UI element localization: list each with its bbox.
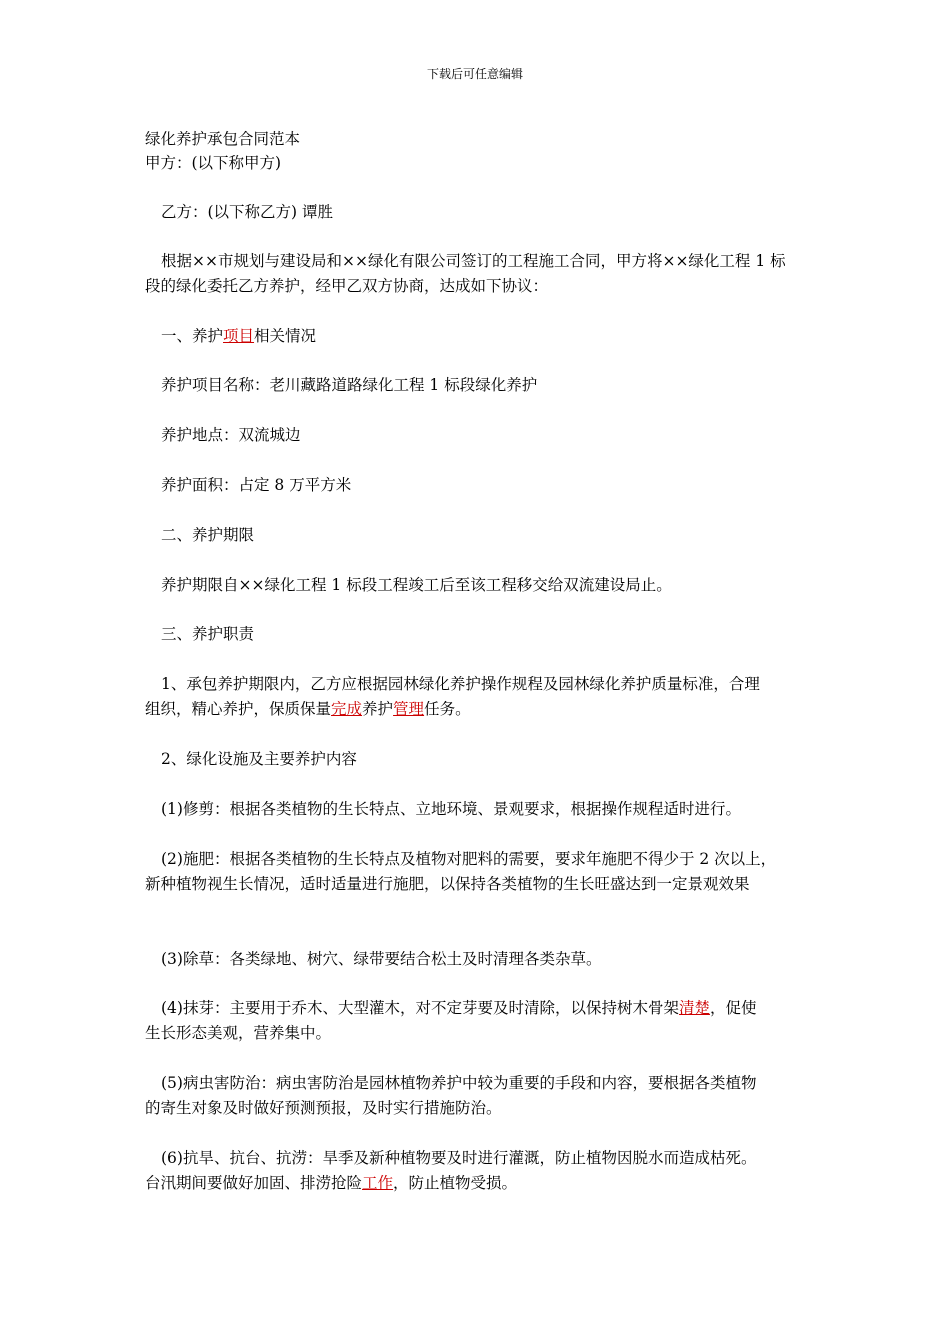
item-name: 养护项目名称：老川藏路道路绿化工程 1 标段绿化养护 — [161, 376, 538, 394]
section-2-heading: 二、养护期限 — [161, 526, 255, 544]
drought-line-1: (6)抗旱、抗台、抗涝：旱季及新种植物要及时进行灌溉，防止植物因脱水而造成枯死。 — [161, 1149, 757, 1167]
duty-1-line-1: 1、承包养护期限内，乙方应根据园林绿化养护操作规程及园林绿化养护质量标准，合理 — [161, 675, 760, 693]
intro-line-2: 段的绿化委托乙方养护，经甲乙双方协商，达成如下协议： — [145, 277, 549, 295]
link-management[interactable]: 管理 — [393, 700, 425, 718]
weeding-text: (3)除草：各类绿地、树穴、绿带要结合松土及时清理各类杂草。 — [161, 950, 602, 968]
drought-line-2 — [145, 1171, 517, 1195]
link-complete[interactable]: 完成 — [331, 700, 363, 718]
period-text: 养护期限自××绿化工程 1 标段工程竣工后至该工程移交给双流建设局止。 — [161, 576, 672, 594]
page-header: 下载后可任意编辑 — [426, 67, 523, 81]
link-work[interactable]: 工作 — [362, 1174, 394, 1192]
section-1-text-a: 一、养护 — [161, 327, 224, 345]
budding-text-b: ，促使 — [709, 999, 757, 1017]
pruning-text: (1)修剪：根据各类植物的生长特点、立地环境、景观要求，根据操作规程适时进行。 — [161, 800, 741, 818]
budding-text-a: (4)抹芽：主要用于乔木、大型灌木，对不定芽要及时清除，以保持树木骨架 — [161, 999, 679, 1017]
doc-title: 绿化养护承包合同范本 — [145, 130, 301, 148]
section-1-text-b: 相关情况 — [254, 327, 317, 345]
link-clear[interactable]: 清楚 — [678, 999, 710, 1017]
drought-text-a: 台汛期间要做好加固、排涝抢险 — [145, 1174, 363, 1192]
item-area: 养护面积：占定 8 万平方米 — [161, 476, 352, 494]
item-place: 养护地点：双流城边 — [161, 426, 301, 444]
pest-line-2: 的寄生对象及时做好预测预报，及时实行措施防治。 — [145, 1099, 502, 1117]
party-a: 甲方：(以下称甲方) — [145, 154, 282, 172]
party-b: 乙方：(以下称乙方) 谭胜 — [161, 203, 334, 221]
budding-line-1 — [145, 996, 757, 1020]
fertilizing-line-1: (2)施肥：根据各类植物的生长特点及植物对肥料的需要，要求年施肥不得少于 2 次以上， — [161, 850, 777, 868]
intro-line-1: 根据××市规划与建设局和××绿化有限公司签订的工程施工合同，甲方将××绿化工程 1 标 — [161, 252, 786, 270]
drought-text-b: ，防止植物受损。 — [393, 1174, 518, 1192]
link-project[interactable]: 项目 — [223, 327, 255, 345]
duty-2-heading: 2、绿化设施及主要养护内容 — [161, 750, 357, 768]
pest-line-1: (5)病虫害防治：病虫害防治是园林植物养护中较为重要的手段和内容，要根据各类植物 — [161, 1074, 757, 1092]
section-3-heading: 三、养护职责 — [161, 625, 255, 643]
duty-1-text-a: 组织，精心养护，保质保量 — [145, 700, 332, 718]
duty-1-text-b: 养护 — [362, 700, 394, 718]
budding-line-2: 生长形态美观，营养集中。 — [145, 1024, 332, 1042]
fertilizing-line-2: 新种植物视生长情况，适时适量进行施肥，以保持各类植物的生长旺盛达到一定景观效果 — [145, 875, 750, 893]
duty-1-line-2 — [145, 697, 471, 721]
section-1-heading — [145, 324, 316, 348]
duty-1-text-c: 任务。 — [424, 700, 471, 718]
